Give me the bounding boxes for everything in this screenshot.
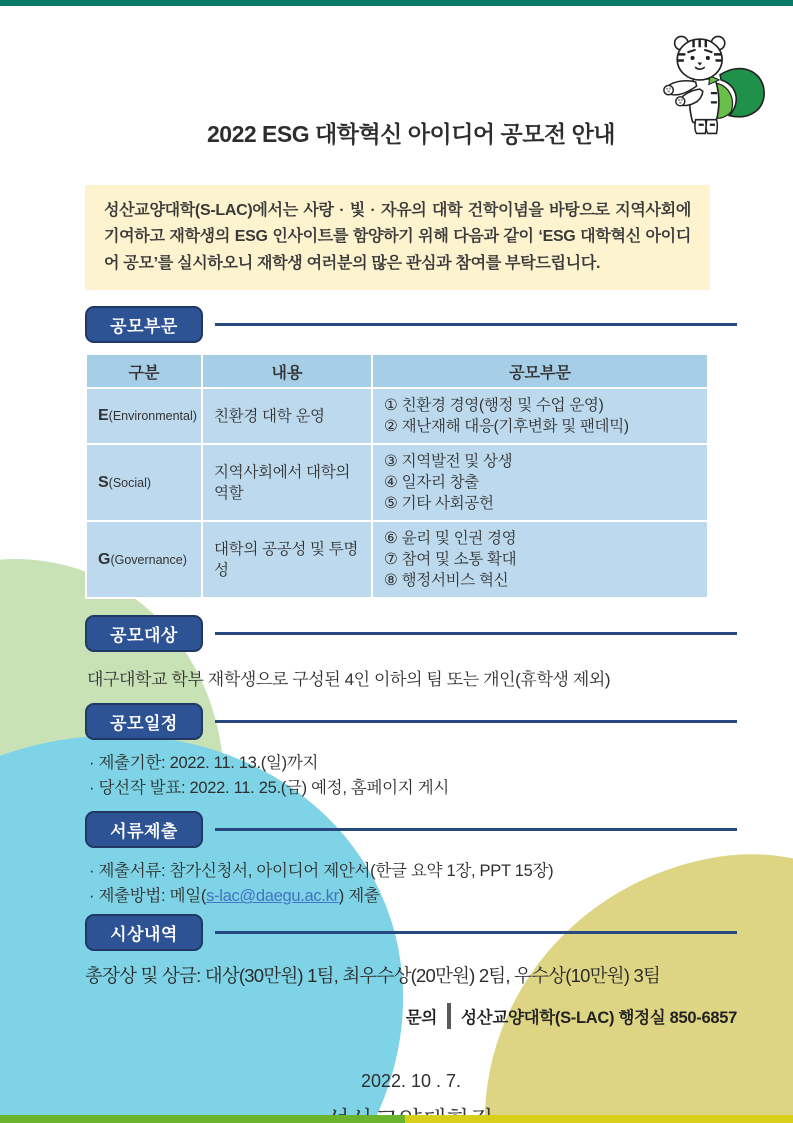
items-cell — [372, 388, 708, 444]
submission-method-item — [89, 884, 737, 909]
schedule-list — [89, 751, 737, 801]
award-text: 총장상 및 상금: 대상(30만원) 1팀, 최우수상(20만원) 2팀, 우수상(10만원) 3팀 — [85, 965, 661, 987]
intro-text-segment: 성산교양대학(S-LAC) — [104, 202, 253, 219]
section-header-award — [85, 914, 737, 951]
submission-list — [89, 859, 737, 909]
category-letter: E — [98, 407, 109, 425]
item-line: ④ 일자리 창출 — [384, 474, 479, 492]
intro-text-segment: ‘ESG 대학혁신 아이디어 공모’ — [104, 228, 691, 272]
content-text: 친환경 대학 운영 — [214, 407, 325, 425]
section-header-category — [85, 306, 737, 343]
category-cell — [86, 521, 202, 598]
contact-separator — [447, 1003, 451, 1029]
section-header-target — [85, 615, 737, 652]
item-line: ① 친환경 경영(행정 및 수업 운영) — [384, 397, 604, 415]
section-header-submission — [85, 811, 737, 848]
category-word: (Environmental) — [108, 409, 197, 424]
section-badge-target: 공모대상 — [85, 615, 203, 652]
table-row-social — [86, 444, 708, 521]
section-badge-category: 공모부문 — [85, 306, 203, 343]
top-accent-bar — [0, 0, 793, 6]
table-header-cell: 공모부문 — [372, 354, 708, 388]
section-badge-submission: 서류제출 — [85, 811, 203, 848]
intro-text-segment: ESG — [234, 228, 268, 246]
email-link[interactable]: s-lac@daegu.ac.kr — [206, 887, 339, 906]
contact-label: 문의 — [405, 1009, 438, 1028]
category-cell — [86, 388, 202, 444]
item-line: ⑤ 기타 사회공헌 — [384, 495, 494, 513]
bottom-bar-yellow — [405, 1115, 793, 1123]
contact-line — [85, 1003, 737, 1029]
page-title: 2022 ESG 대학혁신 아이디어 공모전 안내 — [206, 121, 616, 147]
section-badge-schedule: 공모일정 — [85, 703, 203, 740]
section-rule — [215, 632, 737, 635]
content-cell — [202, 444, 372, 521]
category-word: (Governance) — [110, 552, 187, 567]
content-text: 지역사회에서 대학의 역할 — [214, 463, 351, 502]
table-header-row — [86, 354, 708, 388]
section-badge-award: 시상내역 — [85, 914, 203, 951]
content-cell — [202, 521, 372, 598]
category-cell — [86, 444, 202, 521]
bottom-bar-green — [0, 1115, 405, 1123]
table-row-governance — [86, 521, 708, 598]
section-header-schedule — [85, 703, 737, 740]
contact-value: 성산교양대학(S-LAC) 행정실 850-6857 — [461, 1009, 737, 1028]
content-text: 대학의 공공성 및 투명성 — [214, 540, 359, 579]
submission-method-suffix: ) 제출 — [338, 887, 380, 906]
item-line: ③ 지역발전 및 상생 — [384, 453, 513, 471]
items-cell — [372, 444, 708, 521]
target-text: 대구대학교 학부 재학생으로 구성된 4인 이하의 팀 또는 개인(휴학생 제외) — [87, 670, 611, 690]
table-row-environmental — [86, 388, 708, 444]
section-rule — [215, 828, 737, 831]
submission-doc-item: · 제출서류: 참가신청서, 아이디어 제안서(한글 요약 1장, PPT 15장) — [89, 862, 554, 881]
section-rule — [215, 931, 737, 934]
table-header-cell: 구분 — [86, 354, 202, 388]
section-rule — [215, 720, 737, 723]
category-letter: S — [98, 473, 109, 491]
footer-date: 2022. 10 . 7. — [360, 1071, 462, 1092]
category-word: (Social) — [108, 475, 152, 490]
items-cell — [372, 521, 708, 598]
section-rule — [215, 323, 737, 326]
table-header-cell: 내용 — [202, 354, 372, 388]
intro-text-segment: 를 실시하오니 재학생 여러분의 많은 관심과 참여를 부탁드립니다. — [157, 254, 601, 272]
item-line: ⑥ 윤리 및 인권 경영 — [384, 530, 517, 548]
submission-method-prefix: · 제출방법: 메일( — [89, 887, 207, 906]
item-line: ② 재난재해 대응(기후변화 및 팬데믹) — [384, 418, 629, 436]
schedule-item: · 제출기한: 2022. 11. 13.(일)까지 — [89, 754, 319, 773]
category-letter: G — [98, 550, 111, 568]
intro-box — [85, 185, 710, 290]
esg-category-table — [85, 353, 709, 599]
intro-text-segment: 에서는 사랑 · 빛 · 자유의 대학 건학이념을 바탕으로 지역사회에 기여하고 재학생의 — [104, 202, 691, 246]
item-line: ⑦ 참여 및 소통 확대 — [384, 551, 517, 569]
poster-content — [85, 110, 737, 1123]
content-cell — [202, 388, 372, 444]
schedule-item: · 당선작 발표: 2022. 11. 25.(금) 예정, 홈페이지 게시 — [89, 779, 450, 798]
intro-text-segment: 인사이트를 함양하기 위해 다음과 같이 — [267, 228, 539, 246]
item-line: ⑧ 행정서비스 혁신 — [384, 572, 509, 590]
